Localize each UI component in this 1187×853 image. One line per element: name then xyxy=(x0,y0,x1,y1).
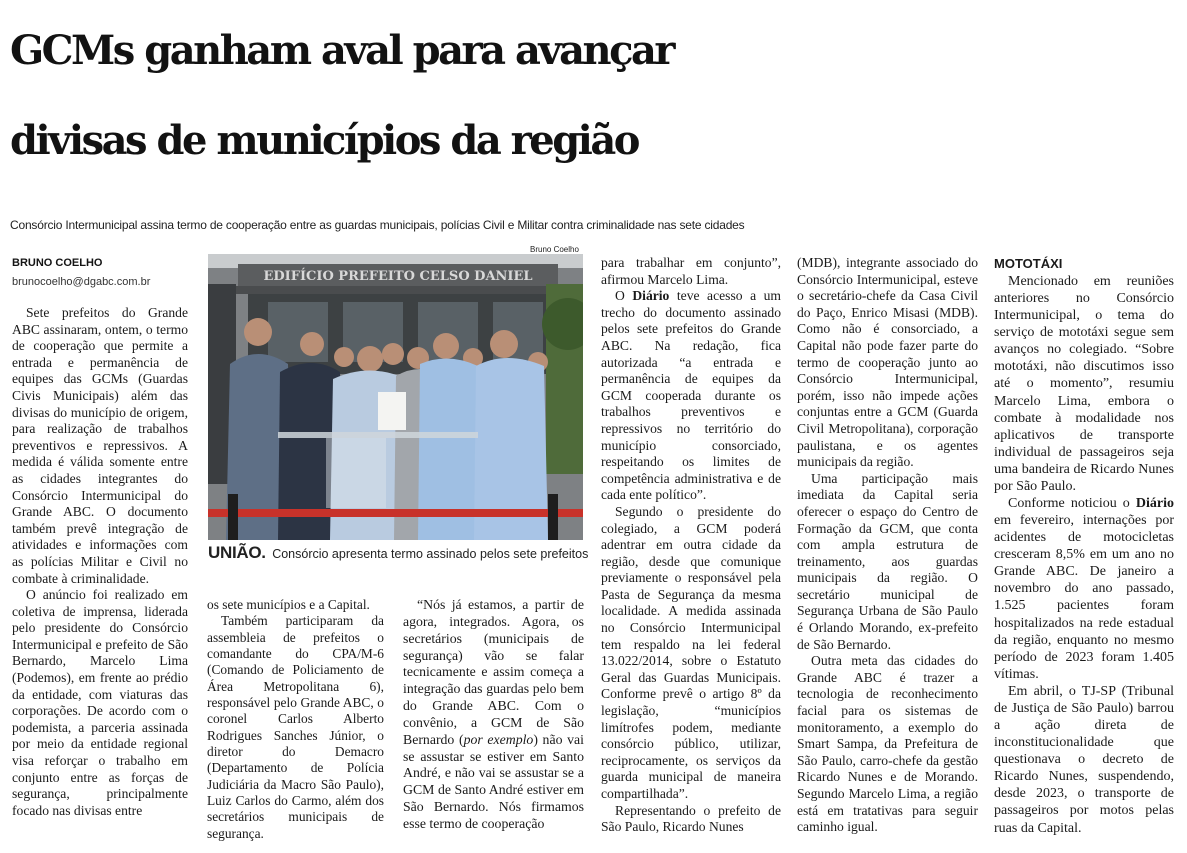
subheadline: Consórcio Intermunicipal assina termo de cooperação entre as guardas municipais, polícias Civil e Militar contra criminalidade nas sete cidades xyxy=(10,218,745,232)
paragraph xyxy=(994,495,1174,683)
article-column-6 xyxy=(994,255,1174,837)
newspaper-name: Diário xyxy=(632,288,670,304)
photo-illustration xyxy=(208,254,583,540)
byline: BRUNO COELHO xyxy=(12,257,103,269)
paragraph: Uma participação mais imediata da Capital seria oferecer o espaço do Centro de Formação da GCM, que conta com ampla estrutura de treinamento, aos guardas municipais da região. O secretário municipal de Segurança Urbana de São Paulo é Orlando Morando, ex-prefeito de São Bernardo. xyxy=(797,470,978,652)
text-run: “Nós já estamos, a partir de agora, integrados. Agora, os secretários (municipais de segurança) vão se falar tecnicamente e assim começa a integração das guardas pelo bem do Grande ABC. Com o convênio, a GCM de São Bernardo ( xyxy=(403,597,584,747)
paragraph: Mencionado em reuniões anteriores no Consórcio Intermunicipal, o tema do serviço de mototáxi segue sem avanços no colegiado. “Sobre mototáxi, não discutimos isso até o momento”, resumiu Marcelo Lima, embora o combate à modalidade nos aplicativos de transporte individual de passageiros seja uma bandeira de Ricardo Nunes por São Paulo. xyxy=(994,274,1174,494)
text-run: ) não vai se assustar se estiver em Santo André, e não vai se assustar se a GCM de Santo André estiver em São Bernardo. Nós firmamos esse termo de cooperação xyxy=(403,731,584,831)
text-run: Conforme noticiou o xyxy=(1008,496,1136,512)
italic-text: por exemplo xyxy=(463,731,534,747)
article-column-2 xyxy=(207,597,384,842)
article-column-3 xyxy=(403,597,584,833)
section-heading: MOTOTÁXI xyxy=(994,256,1063,271)
author-email: brunocoelho@dgabc.com.br xyxy=(12,276,151,288)
headline-line-1: GCMs ganham aval para avançar xyxy=(10,27,673,74)
paragraph: Também participaram da assembleia de prefeitos o comandante do CPA/M-6 (Comando de Policiamento de Área Metropolitana 6), responsável pelo Grande ABC, o coronel Carlos Alberto Rodrigues Sanches Júnior, o diretor do Demacro (Departamento de Polícia Judiciária da Macro São Paulo), Luiz Carlos do Carmo, além dos secretários municipais de segurança. xyxy=(207,613,384,841)
text-run: teve acesso a um trecho do documento assinado pelos sete prefeitos do Grande ABC. Na redação, fica autorizada “a entrada e permanência de equipes da GCM cooperada durante os trabalhos preventivos e repressivos no território do município consorciado, respeitando os limites de competência administrativa e de cada ente político”. xyxy=(601,288,782,503)
paragraph: para trabalhar em conjunto”, afirmou Marcelo Lima. xyxy=(601,255,781,287)
text-run: O xyxy=(615,288,633,304)
photo-caption xyxy=(208,543,589,563)
text-run: em fevereiro, internações por acidentes de motocicletas cresceram 8,5% em um ano no Grande ABC. De janeiro a novembro do ano passado, 1.525 pacientes foram hospitalizados na rede estadual da região, enquanto no mesmo período de 2023 foram 1.405 vítimas. xyxy=(994,513,1174,682)
article-column-4 xyxy=(601,255,781,836)
newspaper-name: Diário xyxy=(1135,496,1174,512)
paragraph: O anúncio foi realizado em coletiva de imprensa, liderada pelo presidente do Consórcio Intermunicipal e prefeito de São Bernardo, Marcelo Lima (Podemos), em frente ao prédio da entidade, com viaturas das corporações. De acordo com o podemista, a parceria assinada por meio da entidade regional visa reforçar o trabalho em conjunto entre as forças de segurança, principalmente focado nas divisas entre xyxy=(12,587,188,818)
photo-credit: Bruno Coelho xyxy=(530,245,579,254)
paragraph: os sete municípios e a Capital. xyxy=(207,597,370,612)
paragraph: (MDB), integrante associado do Consórcio Intermunicipal, esteve o secretário-chefe da Casa Civil do Paço, Enrico Misasi (MDB). Como não é consorciado, a Capital não pode fazer parte do termo de cooperação junto ao Consórcio Intermunicipal, porém, isso não impede ações conjuntas entre a GCM (Guarda Civil Metropolitana), corporação paulistana, e os agentes municipais da região. xyxy=(797,255,978,470)
headline xyxy=(10,6,1180,186)
paragraph: Representando o prefeito de São Paulo, Ricardo Nunes xyxy=(601,802,781,835)
paragraph: Outra meta das cidades do Grande ABC é trazer a tecnologia de reconhecimento facial para os sistemas de monitoramento, a exemplo do Smart Sampa, da Prefeitura de São Paulo, carro-chefe da gestão Ricardo Nunes e de Morando. Segundo Marcelo Lima, a região está em tratativas para seguir caminho igual. xyxy=(797,653,978,835)
building-sign: EDIFÍCIO PREFEITO CELSO DANIEL xyxy=(263,269,533,284)
caption-text: Consórcio apresenta termo assinado pelos sete prefeitos xyxy=(272,547,589,561)
paragraph: Em abril, o TJ-SP (Tribunal de Justiça de São Paulo) barrou a ação direta de inconstitucionalidade que questionava o decreto de Ricardo Nunes, suspendendo, desde 2023, o transporte de passageiros por motos pelas ruas da Capital. xyxy=(994,683,1174,836)
paragraph: Segundo o presidente do colegiado, a GCM poderá adentrar em outra cidade da região, desde que comunique previamente o responsável pela Pasta de Segurança da mesma localidade. A medida assinada no Consórcio Intermunicipal tem respaldo na lei federal 13.022/2014, sobre o Estatuto Geral das Guardas Municipais. Conforme prevê o artigo 8º da legislação, “municípios limítrofes podem, mediante consórcio público, utilizar, reciprocamente, os serviços da guarda municipal de maneira compartilhada”. xyxy=(601,503,781,801)
paragraph: Sete prefeitos do Grande ABC assinaram, ontem, o termo de cooperação que permite a entrada e permanência de equipes das GCMs (Guardas Civis Municipais) além das divisas do município de origem, para realização de trabalhos preventivos e repressivos. A medida é válida somente entre as cidades integrantes do Consórcio Intermunicipal do Grande ABC. O documento também prevê integração de atividades e informações com as polícias Militar e Civil no combate à criminalidade. xyxy=(12,305,188,586)
paragraph xyxy=(403,597,584,833)
paragraph xyxy=(601,288,781,504)
caption-lead: UNIÃO. xyxy=(208,543,266,562)
article-column-5 xyxy=(797,255,978,836)
news-photo xyxy=(208,254,583,540)
headline-line-2: divisas de municípios da região xyxy=(10,117,638,164)
article-column-1 xyxy=(12,305,188,819)
